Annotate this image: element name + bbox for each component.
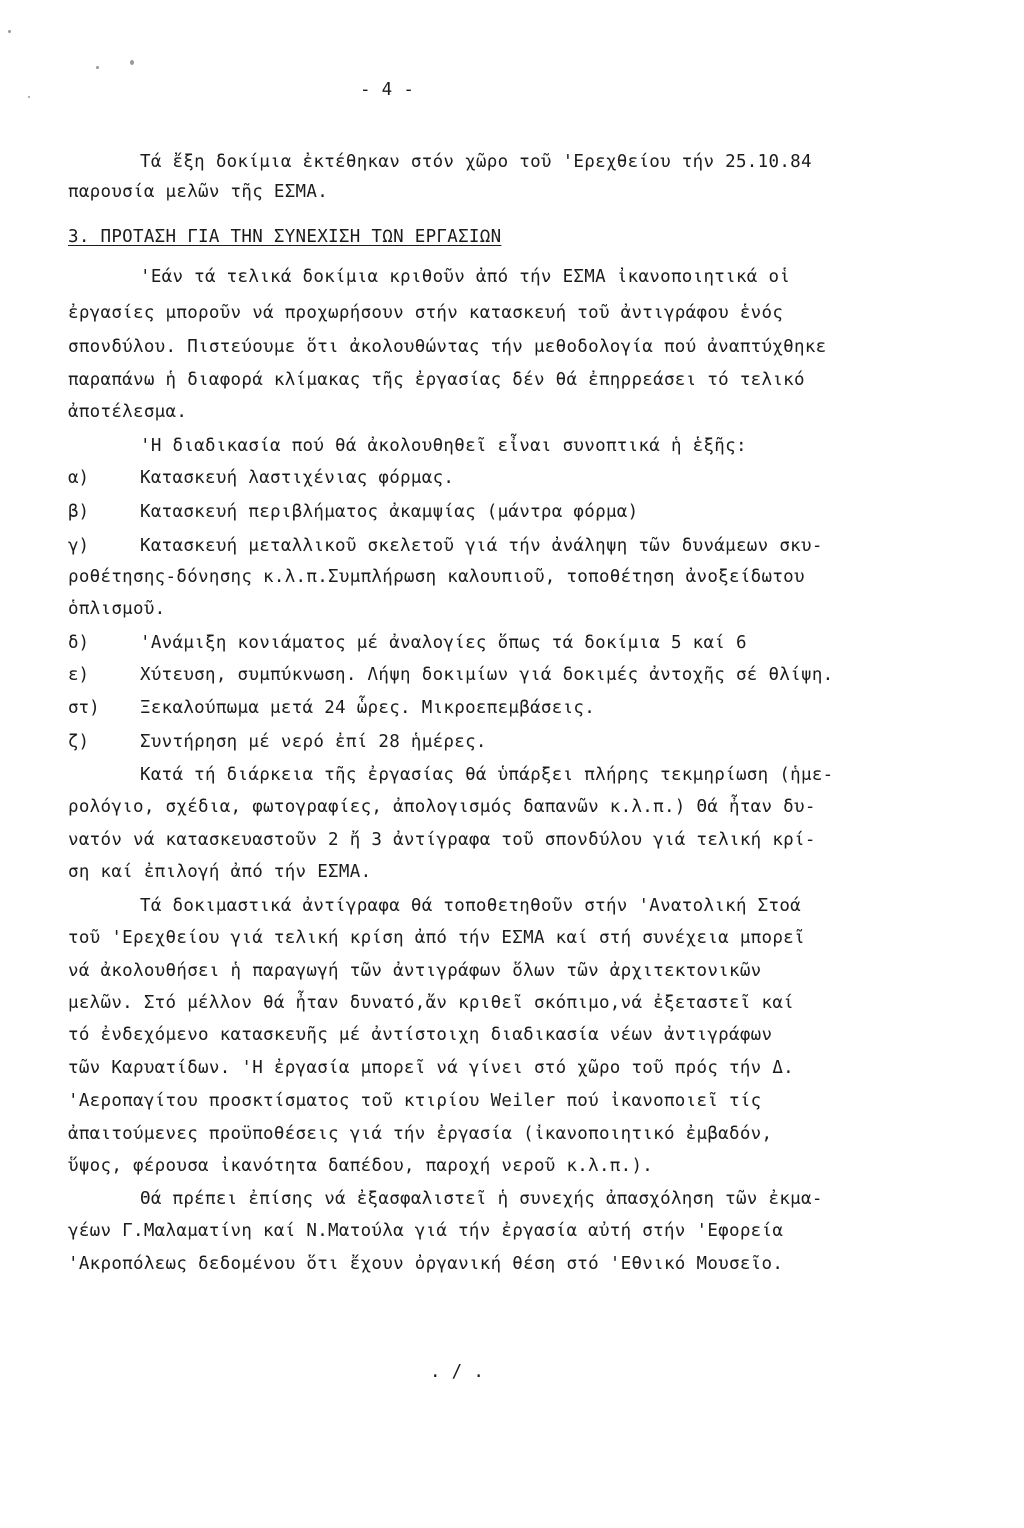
paragraph-line: 'Εάν τά τελικά δοκίμια κριθοῦν ἀπό τήν ΕΣΜΑ ἰκανοποιητικά οἱ <box>140 267 791 287</box>
list-item: Συντήρηση μέ νερό ἐπί 28 ἡμέρες. <box>140 732 487 752</box>
paragraph-line: ἀπαιτούμενες προϋποθέσεις γιά τήν ἐργασία (ἰκανοποιητικό ἐμβαδόν, <box>68 1124 773 1144</box>
paragraph-line: παραπάνω ἡ διαφορά κλίμακας τῆς ἐργασίας δέν θά ἐπηρρεάσει τό τελικό <box>68 370 805 390</box>
paragraph-line: τό ἐνδεχόμενο κατασκευῆς μέ ἀντίστοιχη διαδικασία νέων ἀντιγράφων <box>68 1025 773 1045</box>
paragraph-line: ση καί ἐπιλογή ἀπό τήν ΕΣΜΑ. <box>68 862 372 882</box>
list-item: Χύτευση, συμπύκνωση. Λήψη δοκιμίων γιά δοκιμές ἀντοχῆς σέ θλίψη. <box>140 665 834 685</box>
paragraph-line: Θά πρέπει ἐπίσης νά ἐξασφαλιστεῖ ἡ συνεχής ἀπασχόληση τῶν ἐκμα- <box>140 1189 823 1209</box>
list-item: 'Ανάμιξη κονιάματος μέ ἀναλογίες ὅπως τά δοκίμια 5 καί 6 <box>140 633 747 653</box>
paragraph-line: γέων Γ.Μαλαματίνη καί Ν.Ματούλα γιά τήν ἐργασία αὐτή στήν 'Εφορεία <box>68 1221 784 1241</box>
paragraph-line: παρουσία μελῶν τῆς ΕΣΜΑ. <box>68 182 329 202</box>
list-item: Κατασκευή περιβλήματος ἀκαμψίας (μάντρα φόρμα) <box>140 502 639 522</box>
paragraph-line: Τά ἔξη δοκίμια ἐκτέθηκαν στόν χῶρο τοῦ 'Ερεχθείου τήν 25.10.84 <box>140 152 812 172</box>
list-label: ε) <box>68 665 90 685</box>
paragraph-line: τοῦ 'Ερεχθείου γιά τελική κρίση ἀπό τήν ΕΣΜΑ καί στή συνέχεια μπορεῖ <box>68 928 805 948</box>
paragraph-line: τῶν Καρυατίδων. 'Η ἐργασία μπορεῖ νά γίνει στό χῶρο τοῦ πρός τήν Δ. <box>68 1058 795 1078</box>
list-label: δ) <box>68 633 90 653</box>
paragraph-line: σπονδύλου. Πιστεύουμε ὅτι ἀκολουθώντας τήν μεθοδολογία πού ἀναπτύχθηκε <box>68 337 827 357</box>
scan-speck <box>8 30 11 33</box>
paragraph-line: μελῶν. Στό μέλλον θά ἦταν δυνατό,ἄν κριθεῖ σκόπιμο,νά ἐξεταστεῖ καί <box>68 993 795 1013</box>
list-label: γ) <box>68 536 90 556</box>
paragraph-line: ἀποτέλεσμα. <box>68 402 188 422</box>
paragraph-line: Κατά τή διάρκεια τῆς ἐργασίας θά ὑπάρξει πλήρης τεκμηρίωση (ἡμε- <box>140 765 834 785</box>
section-heading: 3. ΠΡΟΤΑΣΗ ΓΙΑ ΤΗΝ ΣΥΝΕΧΙΣΗ ΤΩΝ ΕΡΓΑΣΙΩΝ <box>68 227 502 247</box>
list-label: στ) <box>68 698 100 718</box>
list-label: β) <box>68 502 90 522</box>
list-item-continuation: ὁπλισμοῦ. <box>68 599 166 619</box>
list-item-continuation: ροθέτησης-δόνησης κ.λ.π.Συμπλήρωση καλουπιοῦ, τοποθέτηση ἀνοξείδωτου <box>68 567 805 587</box>
scan-speck <box>130 60 134 65</box>
paragraph-line: 'Αεροπαγίτου προσκτίσματος τοῦ κτιρίου Weiler πού ἰκανοποιεῖ τίς <box>68 1091 762 1111</box>
list-item: Ξεκαλούπωμα μετά 24 ὧρες. Μικροεπεμβάσεις. <box>140 698 596 718</box>
paragraph-line: ὕψος, φέρουσα ἰκανότητα δαπέδου, παροχή νεροῦ κ.λ.π.). <box>68 1156 654 1176</box>
list-label: α) <box>68 468 90 488</box>
paragraph-line: νατόν νά κατασκευαστοῦν 2 ἤ 3 ἀντίγραφα τοῦ σπονδύλου γιά τελική κρί- <box>68 830 816 850</box>
paragraph-line: 'Ακροπόλεως δεδομένου ὅτι ἔχουν ὀργανική θέση στό 'Εθνικό Μουσεῖο. <box>68 1254 784 1274</box>
paragraph-line: Τά δοκιμαστικά ἀντίγραφα θά τοποθετηθοῦν στήν 'Ανατολική Στοά <box>140 896 801 916</box>
list-item: Κατασκευή λαστιχένιας φόρμας. <box>140 468 455 488</box>
continuation-mark: . / . <box>430 1362 485 1382</box>
paragraph-line: ἐργασίες μποροῦν νά προχωρήσουν στήν κατασκευή τοῦ ἀντιγράφου ἑνός <box>68 303 784 323</box>
paragraph-line: 'Η διαδικασία πού θά ἀκολουθηθεῖ εἶναι συνοπτικά ἡ ἑξῆς: <box>140 436 747 456</box>
paragraph-line: νά ἀκολουθήσει ἡ παραγωγή τῶν ἀντιγράφων ὅλων τῶν ἀρχιτεκτονικῶν <box>68 961 762 981</box>
page-number: - 4 - <box>360 80 415 100</box>
scan-speck <box>28 96 30 98</box>
scan-speck <box>96 66 99 69</box>
list-label: ζ) <box>68 732 90 752</box>
paragraph-line: ρολόγιο, σχέδια, φωτογραφίες, ἀπολογισμός δαπανῶν κ.λ.π.) Θά ἦταν δυ- <box>68 797 816 817</box>
list-item: Κατασκευή μεταλλικοῦ σκελετοῦ γιά τήν ἀνάληψη τῶν δυνάμεων σκυ- <box>140 536 823 556</box>
